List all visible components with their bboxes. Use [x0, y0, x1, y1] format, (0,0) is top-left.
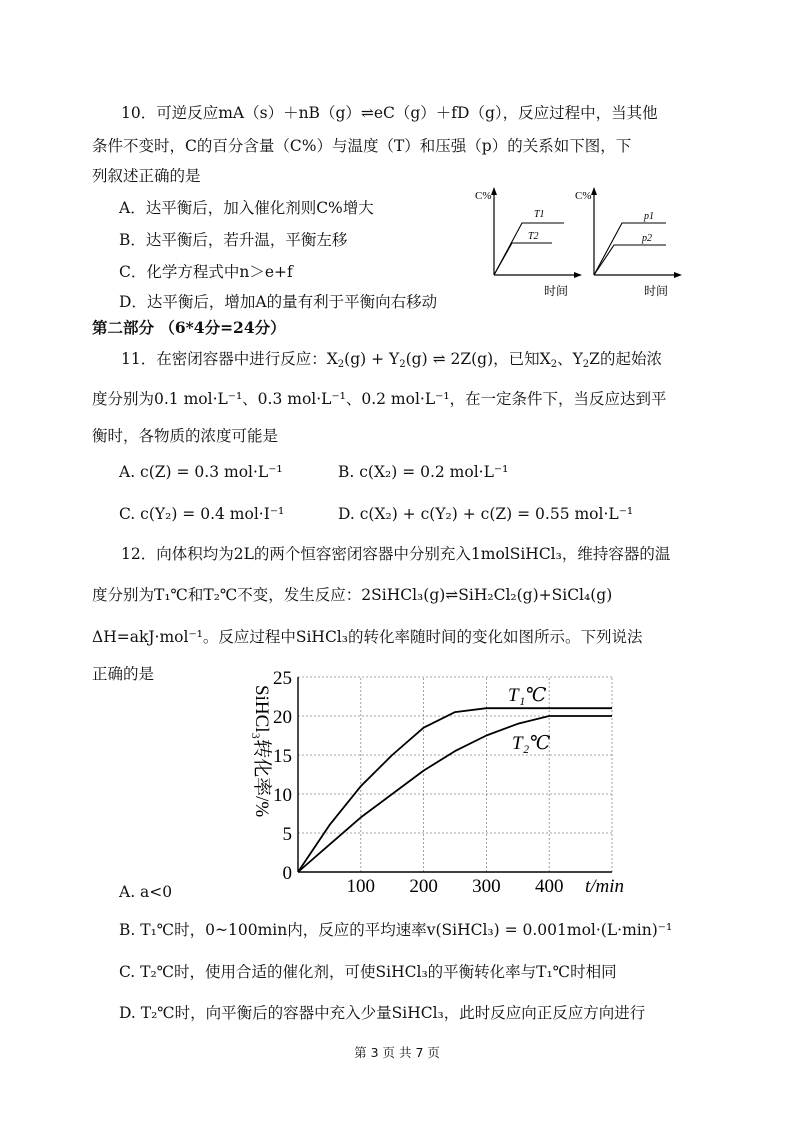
q12-stem-line4: 正确的是 [92, 665, 155, 683]
q12-option-a: A. a<0 [119, 883, 173, 901]
q11-option-b: B. c(X₂) = 0.2 mol·L⁻¹ [338, 463, 509, 481]
chart-xlabel: t/min [585, 876, 625, 897]
y-tick-label: 20 [273, 707, 292, 728]
q10-option-c: C．化学方程式中n＞e+f [119, 263, 293, 281]
q10-graph-pressure [572, 183, 682, 301]
q10-graph1-label-t1: T1 [534, 209, 545, 220]
y-tick-label: 25 [273, 668, 292, 689]
q12-option-d: D. T₂℃时，向平衡后的容器中充入少量SiHCl₃，此时反应向正反应方向进行 [119, 1004, 646, 1022]
q11-stem-intro: 11．在密闭容器中进行反应： [121, 350, 327, 368]
q10-stem-line2: 条件不变时，C的百分含量（C%）与温度（T）和压强（p）的关系如下图，下 [92, 137, 632, 155]
chart-series [298, 708, 612, 872]
q12-stem-line1: 12．向体积均为2L的两个恒容密闭容器中分别充入1molSiHCl₃，维持容器的温 [121, 545, 671, 563]
q10-graph2-curve-p1 [594, 223, 666, 275]
q11-stem-y: 、Y [557, 350, 583, 368]
chart-ylabel: SiHCl₃转化率/% [251, 685, 272, 818]
page-footer: 第 3 页 共 7 页 [354, 1045, 440, 1060]
q12-stem-line2: 度分别为T₁℃和T₂℃不变，发生反应：2SiHCl₃(g)⇌SiH₂Cl₂(g)+SiCl₄(g) [92, 586, 613, 604]
x-tick-label: 300 [472, 876, 501, 897]
q10-option-b: B．达平衡后，若升温，平衡左移 [119, 231, 348, 249]
chart-axes [298, 677, 612, 872]
q11-stem-line3: 衡时，各物质的浓度可能是 [92, 427, 279, 445]
q11-stem-known: ，已知X [493, 350, 551, 368]
x-tick-label: 200 [409, 876, 438, 897]
q12-option-c: C. T₂℃时，使用合适的催化剂，可使SiHCl₃的平衡转化率与T₁℃时相同 [119, 963, 617, 981]
q10-graph2-curve-p2 [594, 245, 666, 275]
q10-graph2-label-p1: p1 [644, 211, 654, 222]
y-tick-label: 0 [282, 863, 292, 884]
q10-graph-temperature [472, 183, 582, 301]
y-tick-label: 10 [273, 785, 292, 806]
q10-stem-line3: 列叙述正确的是 [92, 167, 201, 185]
q11-stem-z: Z的起始浓 [589, 350, 662, 368]
x-tick-label: 100 [346, 876, 376, 897]
q12-option-b: B. T₁℃时，0~100min内，反应的平均速率v(SiHCl₃) = 0.001mol·(L·min)⁻¹ [119, 921, 673, 939]
q11-option-c: C. c(Y₂) = 0.4 mol·I⁻¹ [119, 505, 285, 523]
section-title: 第二部分 （6*4分=24分） [92, 318, 286, 337]
chart-series-label-t1: T₁℃ [508, 685, 547, 706]
q12-conversion-chart [240, 665, 660, 900]
q11-stem-line2: 度分别为0.1 mol·L⁻¹、0.3 mol·L⁻¹、0.2 mol·L⁻¹，在一定条件下，当反应达到平 [92, 390, 667, 408]
q10-graph2-ylabel: C% [575, 190, 592, 202]
q10-graph2-label-p2: p2 [642, 233, 652, 244]
q11-equation: $X_2(g) + Y_2(g)$ ⇌ 2Z(g) [326, 350, 494, 370]
y-tick-label: 5 [282, 824, 292, 845]
series-line-t1 [298, 708, 612, 872]
q10-graph1-ylabel: C% [475, 190, 492, 202]
q10-option-d: D．达平衡后，增加A的量有利于平衡向右移动 [119, 293, 438, 311]
q10-option-a: A．达平衡后，加入催化剂则C%增大 [119, 199, 374, 217]
q11-stem-line1: 11．在密闭容器中进行反应：$X_2(g) + Y_2(g)$ ⇌ 2Z(g)，已知$X_2$、$Y_2Z$的起始浓 [121, 350, 662, 370]
y-tick-label: 15 [273, 746, 292, 767]
q10-graph1-label-t2: T2 [528, 231, 539, 242]
chart-grid [298, 677, 612, 872]
q11-option-d: D. c(X₂) + c(Y₂) + c(Z) = 0.55 mol·L⁻¹ [338, 505, 634, 523]
x-tick-label: 400 [534, 876, 564, 897]
q12-stem-line3: ΔH=akJ·mol⁻¹。反应过程中SiHCl₃的转化率随时间的变化如图所示。下列说法 [92, 628, 643, 646]
q10-stem-line1: 10．可逆反应mA（s）＋nB（g）⇌eC（g）＋fD（g），反应过程中，当其他 [121, 104, 658, 122]
q10-graph1-xlabel: 时间 [544, 284, 569, 298]
chart-series-label-t2: T₂℃ [512, 733, 551, 754]
q10-graph1-curve-t2 [494, 243, 552, 275]
q10-graph2-xlabel: 时间 [644, 284, 669, 298]
q11-option-a: A. c(Z) = 0.3 mol·L⁻¹ [119, 463, 283, 481]
